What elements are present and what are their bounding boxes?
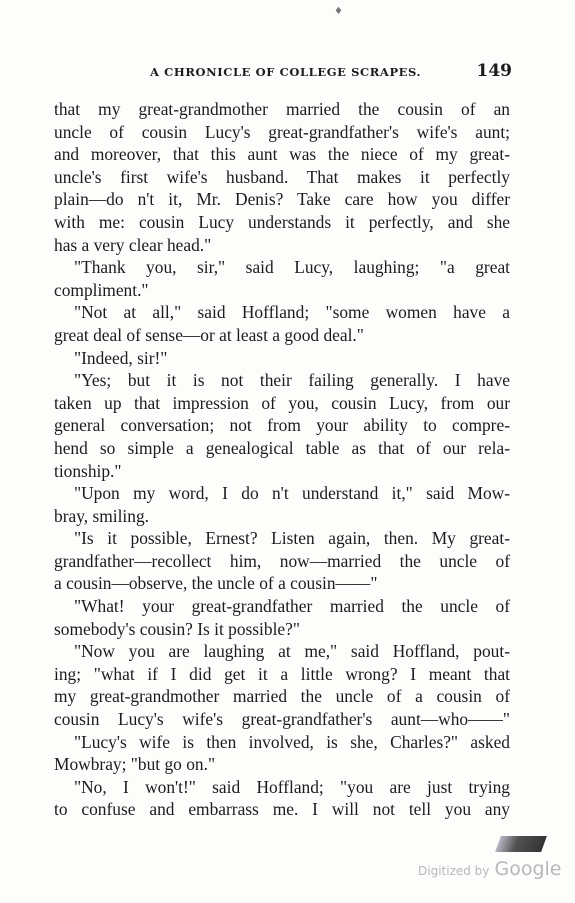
text-line: compliment." xyxy=(54,279,149,300)
text-line: "Now you are laughing at me," said Hoffland, pout- xyxy=(74,641,510,662)
text-line: uncle of cousin Lucy's great-grandfather's wife's aunt; xyxy=(54,121,510,142)
text-line: cousin Lucy's wife's great-grandfather's aunt—who——" xyxy=(54,709,510,730)
text-line: "Indeed, sir!" xyxy=(74,347,168,368)
text-line: Mowbray; "but go on." xyxy=(54,754,216,775)
text-line: bray, smiling. xyxy=(54,505,149,526)
margin-speck: ♦ xyxy=(334,6,343,17)
text-line: taken up that impression of you, cousin Lucy, from our xyxy=(54,392,510,413)
text-line: with me: cousin Lucy understands it perfectly, and she xyxy=(54,211,510,232)
text-line: "What! your great-grandfather married the uncle of xyxy=(74,596,510,617)
text-line: somebody's cousin? Is it possible?" xyxy=(54,618,300,639)
text-line: that my great-grandmother married the cousin of an xyxy=(54,99,510,119)
text-line: grandfather—recollect him, now—married the uncle of xyxy=(54,550,510,571)
text-line: "Lucy's wife is then involved, is she, Charles?" asked xyxy=(74,731,510,752)
ink-smudge xyxy=(495,836,547,852)
text-line: my great-grandmother married the uncle of a cousin of xyxy=(54,686,510,707)
text-line: "Thank you, sir," said Lucy, laughing; "a great xyxy=(74,257,510,278)
text-line: "No, I won't!" said Hoffland; "you are just trying xyxy=(74,776,510,797)
watermark-prefix: Digitized by xyxy=(418,864,490,878)
page-header xyxy=(54,62,512,84)
text-line: hend so simple a genealogical table as that of our rela- xyxy=(54,437,510,458)
google-logo-text: Google xyxy=(494,858,562,880)
text-line: tionship." xyxy=(54,460,122,481)
text-line: great deal of sense—or at least a good deal." xyxy=(54,324,364,345)
text-line: plain—do n't it, Mr. Denis? Take care how you differ xyxy=(54,189,510,210)
text-line: and moreover, that this aunt was the niece of my great- xyxy=(54,144,510,165)
text-line: ing; "what if I did get it a little wrong? I meant that xyxy=(54,663,510,684)
digitized-watermark xyxy=(418,858,562,880)
body-text xyxy=(54,98,510,821)
text-line: to confuse and embarrass me. I will not tell you any xyxy=(54,799,510,820)
text-line: "Is it possible, Ernest? Listen again, then. My great- xyxy=(74,528,510,549)
text-line: "Not at all," said Hoffland; "some women have a xyxy=(74,302,510,323)
text-line: uncle's first wife's husband. That makes it perfectly xyxy=(54,166,510,187)
text-line: "Yes; but it is not their failing generally. I have xyxy=(74,370,510,391)
text-line: "Upon my word, I do n't understand it," said Mow- xyxy=(74,483,510,504)
page-number: 149 xyxy=(476,61,512,81)
text-line: a cousin—observe, the uncle of a cousin——" xyxy=(54,573,378,594)
running-title: A CHRONICLE OF COLLEGE SCRAPES. xyxy=(150,65,422,79)
text-line: general conversation; not from your ability to compre- xyxy=(54,415,510,436)
text-line: has a very clear head." xyxy=(54,234,212,255)
